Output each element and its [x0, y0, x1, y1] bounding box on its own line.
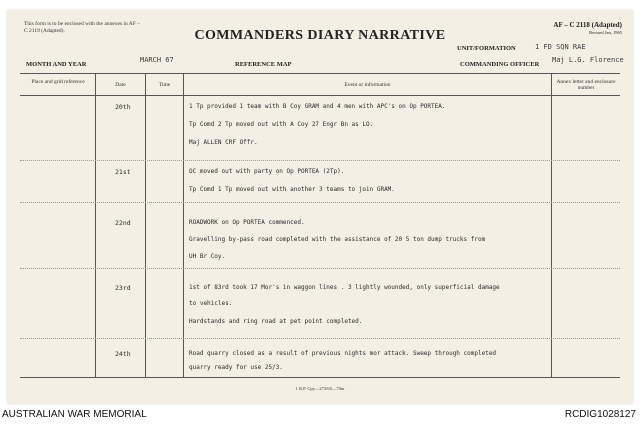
unit-value: 1 FD SQN RAE: [535, 43, 586, 51]
column-header-date: Date: [115, 82, 126, 88]
entry-date: 21st: [115, 168, 131, 176]
entry-line: Tp Comd 2 Tp moved out with A Coy 27 Engr Bn as LO.: [189, 121, 374, 128]
entry-line: Hardstands and ring road at pet point completed.: [189, 318, 363, 325]
form-note: This form is to be enclosed with the annexes in AF – C 2119 (Adapted).: [24, 21, 140, 34]
archive-caption: AUSTRALIAN WAR MEMORIAL: [2, 409, 147, 420]
commanding-officer-label: COMMANDING OFFICER: [460, 61, 540, 68]
entry-separator: [20, 268, 620, 269]
entry-line: ROADWORK on Op PORTEA commenced.: [189, 219, 305, 226]
column-header-time: Time: [158, 82, 171, 88]
column-divider: [551, 73, 552, 377]
entry-separator: [20, 160, 620, 161]
revised-date: Revised Jan, 1965: [589, 30, 622, 35]
entry-line: Tp Comd 1 Tp moved out with another 3 teams to join GRAM.: [189, 186, 395, 193]
column-header-event: Event or information: [344, 82, 391, 88]
column-divider: [183, 73, 184, 377]
entry-line: quarry ready for use 25/3.: [189, 364, 283, 371]
month-year-value: MARCH 67: [140, 56, 174, 64]
table-bottom-rule: [20, 377, 620, 378]
table-top-rule: [20, 73, 620, 74]
entry-line: 1 Tp provided 1 team with B Coy GRAM and 4 men with APC's on Op PORTEA.: [189, 103, 446, 110]
column-divider: [145, 73, 146, 377]
printer-imprint: 1 B.P. Cpy—273/65—70m: [295, 386, 345, 391]
entry-line: OC moved out with party on Op PORTEA (2Tp).: [189, 168, 345, 175]
entry-date: 22nd: [115, 219, 131, 227]
form-number: AF – C 2118 (Adapted): [553, 21, 622, 29]
column-divider: [95, 73, 96, 377]
commanding-officer-value: Maj L.G. Florence: [552, 56, 624, 64]
month-year-label: MONTH AND YEAR: [26, 61, 87, 68]
entry-date: 20th: [115, 103, 131, 111]
entry-line: UH Br Coy.: [189, 253, 226, 260]
column-header-annex: Annex letter and enclosure number: [556, 79, 616, 91]
unit-label: UNIT/FORMATION: [457, 45, 516, 52]
record-id-caption: RCDIG1028127: [564, 409, 636, 420]
header-bottom-rule: [20, 95, 620, 96]
diary-sheet: [7, 10, 633, 404]
entry-date: 24th: [115, 350, 131, 358]
page-title: COMMANDERS DIARY NARRATIVE: [194, 28, 446, 43]
entry-line: Gravelling by-pass road completed with the assistance of 20 5 ton dump trucks from: [189, 236, 486, 243]
entry-line: Maj ALLEN CRF Offr.: [189, 139, 258, 146]
column-header-place: Place and grid reference: [31, 79, 85, 85]
entry-line: 1st of 83rd took 17 Mor's in waggon lines . 3 lightly wounded, only superficial damage: [189, 284, 500, 291]
entry-line: to vehicles.: [189, 300, 233, 307]
reference-map-label: REFERENCE MAP: [235, 61, 292, 68]
entry-line: Road quarry closed as a result of previous nights mor attack. Sweep through completed: [189, 350, 497, 357]
entry-date: 23rd: [115, 284, 131, 292]
entry-separator: [20, 338, 620, 339]
entry-separator: [20, 202, 620, 203]
